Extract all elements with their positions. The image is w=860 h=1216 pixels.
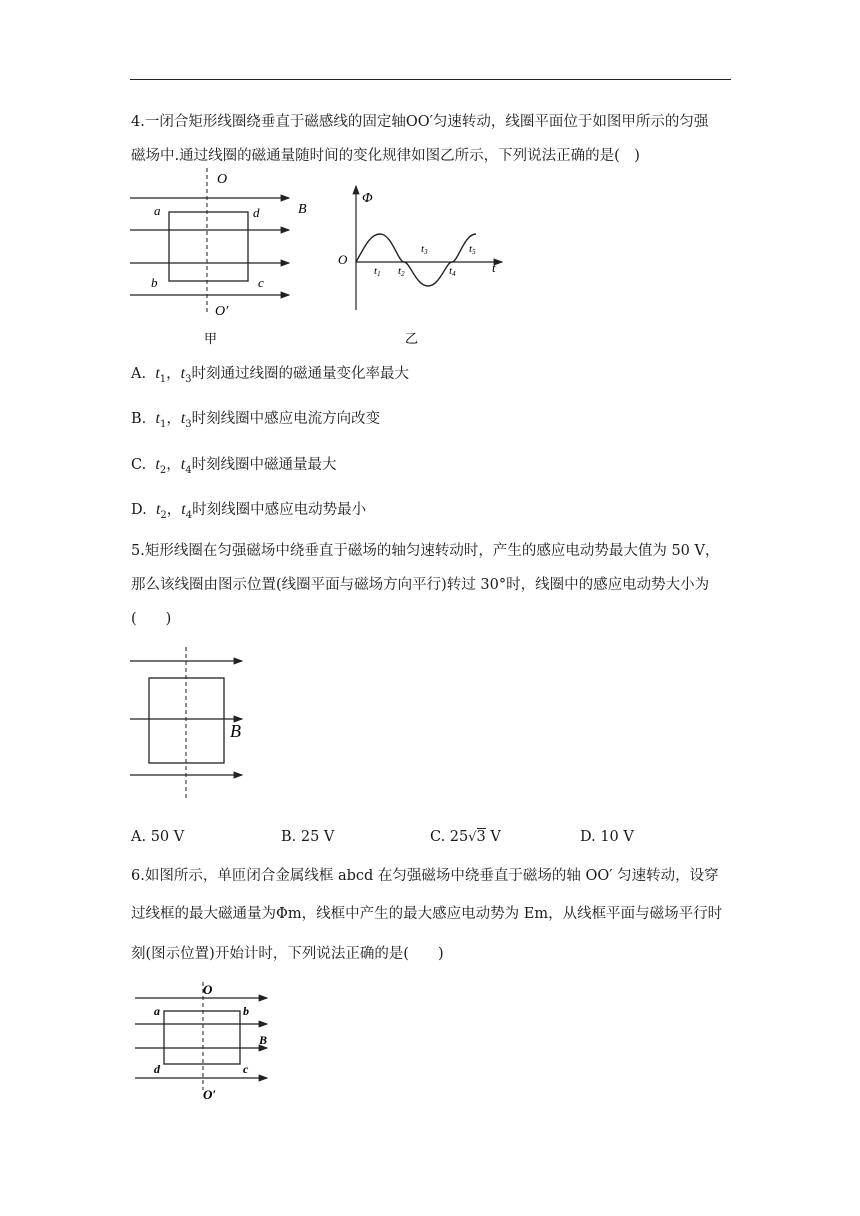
q5-stem-line2: 那么该线圈由图示位置(线圈平面与磁场方向平行)转过 30°时，线圈中的感应电动势大小为 bbox=[131, 577, 710, 593]
q4-origin-label: O bbox=[338, 252, 348, 267]
q6-axis-O-prime-label: O′ bbox=[203, 1087, 217, 1102]
q6-corner-d: d bbox=[154, 1062, 160, 1076]
q6-field-B-label: B bbox=[259, 1033, 268, 1047]
q4-t-axis-label: t bbox=[492, 260, 496, 275]
q4-caption-yi: 乙 bbox=[405, 331, 419, 346]
header-rule bbox=[130, 79, 731, 80]
q4-stem-line2: 磁场中.通过线圈的磁通量随时间的变化规律如图乙所示，下列说法正确的是( ) bbox=[131, 148, 640, 164]
q4-field-B-label: B bbox=[298, 202, 307, 217]
q4-flux-curve bbox=[356, 234, 476, 286]
q6-corner-a: a bbox=[154, 1004, 160, 1018]
q4-option-b[interactable]: B. $t_1$，$t_3$时刻线圈中感应电流方向改变 bbox=[131, 410, 381, 430]
q5-option-c[interactable]: C. 25√3 V bbox=[430, 829, 501, 845]
q4-figure-jia bbox=[125, 165, 315, 350]
q5-stem-line1: 5.矩形线圈在匀强磁场中绕垂直于磁场的轴匀速转动时，产生的感应电动势最大值为 50 V， bbox=[131, 543, 720, 559]
q5-option-d[interactable]: D. 10 V bbox=[580, 829, 634, 845]
q4-corner-a: a bbox=[154, 203, 161, 218]
q4-corner-c: c bbox=[258, 275, 264, 290]
q4-option-d[interactable]: D. $t_2$，$t_4$时刻线圈中感应电动势最小 bbox=[131, 501, 367, 521]
q5-field-B-label: B bbox=[230, 721, 241, 741]
q5-figure bbox=[120, 645, 260, 805]
q4-figure-yi bbox=[330, 180, 510, 350]
q6-axis-O-label: O bbox=[203, 982, 213, 997]
q6-stem-line2: 过线框的最大磁通量为Φm，线框中产生的最大感应电动势为 Em，从线框平面与磁场平行时 bbox=[131, 906, 723, 922]
q5-option-b[interactable]: B. 25 V bbox=[281, 829, 335, 845]
q4-stem-line1: 4.一闭合矩形线圈绕垂直于磁感线的固定轴OO′匀速转动，线圈平面位于如图甲所示的匀强 bbox=[131, 114, 709, 130]
q4-option-a[interactable]: A. $t_1$，$t_3$时刻通过线圈的磁通量变化率最大 bbox=[131, 365, 409, 385]
q4-axis-O-prime-label: O′ bbox=[215, 304, 229, 319]
q6-corner-b: b bbox=[243, 1004, 249, 1018]
q4-tick-t4: t4 bbox=[449, 265, 456, 278]
q4-corner-b: b bbox=[151, 275, 158, 290]
q6-stem-line3: 刻(图示位置)开始计时，下列说法正确的是( ) bbox=[131, 946, 444, 962]
q4-tick-t3: t3 bbox=[421, 243, 428, 256]
q4-tick-t5: t5 bbox=[469, 243, 476, 256]
q6-corner-c: c bbox=[243, 1062, 249, 1076]
q6-figure bbox=[125, 978, 285, 1103]
q4-tick-t2: t2 bbox=[398, 265, 405, 278]
q4-caption-jia: 甲 bbox=[204, 331, 218, 346]
q4-phi-label: Φ bbox=[362, 191, 373, 206]
q5-stem-line3: ( ) bbox=[131, 611, 172, 627]
q5-option-a[interactable]: A. 50 V bbox=[131, 829, 185, 845]
q4-corner-d: d bbox=[253, 205, 260, 220]
q4-axis-O-label: O bbox=[217, 172, 228, 187]
q4-tick-t1: t1 bbox=[374, 265, 381, 278]
q4-option-c[interactable]: C. $t_2$，$t_4$时刻线圈中磁通量最大 bbox=[131, 456, 337, 476]
q6-stem-line1: 6.如图所示，单匝闭合金属线框 abcd 在匀强磁场中绕垂直于磁场的轴 OO′ 匀速转动，设穿 bbox=[131, 868, 719, 884]
